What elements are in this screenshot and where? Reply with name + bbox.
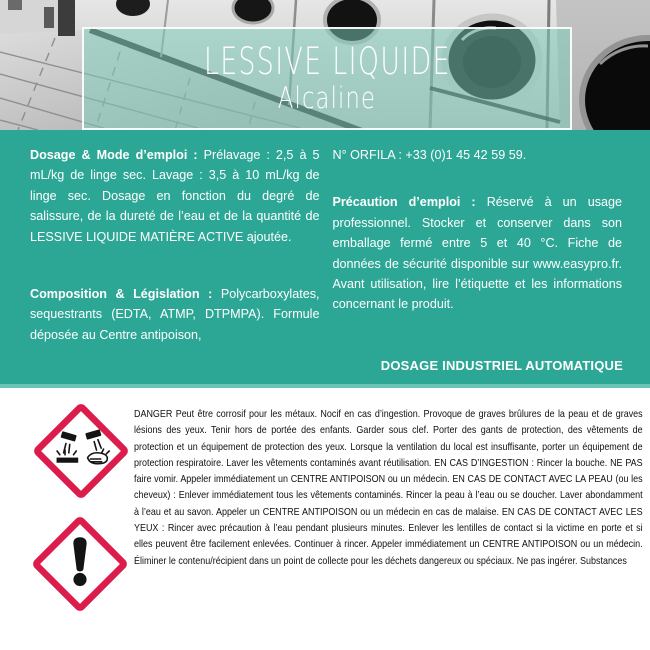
ghs05-corrosive-icon [34, 404, 128, 498]
product-subtitle: Alcaline [277, 81, 377, 116]
info-columns [0, 130, 650, 345]
ghs07-exclamation-icon [33, 517, 127, 611]
orfila-line: N° ORFILA : +33 (0)1 45 42 59 59. [332, 148, 527, 162]
precaution-heading: Précaution d’emploi : [332, 195, 476, 210]
title-box [82, 27, 572, 130]
product-title: LESSIVE LIQUIDE [203, 40, 451, 84]
dosage-paragraph [30, 145, 320, 247]
precaution-paragraph [333, 192, 623, 314]
dosage-badge: DOSAGE INDUSTRIEL AUTOMATIQUE [380, 358, 623, 373]
dosage-body: Prélavage : 2,5 à 5 mL/kg de linge sec. Lavage : 3,5 à 10 mL/kg de linge sec. Dosage en fonction du degré de salissure, de la dureté de l’eau et de la quantité de LESSIVE LIQUIDE MATIÈRE ACTIVE ajoutée. [30, 148, 320, 244]
hazard-statement: DANGER Peut être corrosif pour les métaux. Nocif en cas d’ingestion. Provoque de graves brûlures de la peau et de graves lésions des yeux. Tenir hors de portée des enfants. Garder sous clef. Porter des gants de protection, des vêtements de protection et un équipement de protection des yeux. Lorsque la ventilation du local est insuffisante, porter un équipement de protection respiratoire. Laver les vêtements contaminés avant réutilisation. EN CAS D’INGESTION : Rincer la bouche. NE PAS faire vomir. Appeler immédiatement un CENTRE ANTIPOISON ou un médecin. EN CAS DE CONTACT AVEC LA PEAU (ou les cheveux) : Enlever immédiatement tous les vêtements contaminés. Rincer la peau à l’eau ou se doucher. Laver abondamment à l’eau et au savon. Appeler un CENTRE ANTIPOISON ou un médecin en cas de malaise. EN CAS DE CONTACT AVEC LES YEUX : Rincer avec précaution à l’eau pendant plusieurs minutes. Enlever les lentilles de contact si la victime en porte et si elles peuvent être facilement enlevées. Continuer à rincer. Appeler immédiatement un CENTRE ANTIPOISON ou un médecin. Éliminer le contenu/récipient dans un point de collecte pour les déchets dangereux ou spéciaux. Ne pas ingérer. Substances [134, 409, 643, 567]
composition-heading: Composition & Législation : [30, 287, 213, 302]
precaution-body: Réservé à un usage professionnel. Stocker et conserver dans son emballage fermé entre 5 et 40 °C. Fiche de données de sécurité disponible sur www.easypro.fr. Avant utilisation, lire l’étiquette et les informations concernant le produit. [332, 195, 623, 312]
composition-paragraph [30, 284, 320, 345]
info-section [0, 130, 650, 388]
composition-body: Polycarboxylates, sequestrants (EDTA, ATMP, DTPMPA). Formule déposée au Centre antipoison, [30, 287, 320, 342]
info-column-right [333, 145, 623, 345]
info-column-left [30, 145, 320, 345]
dosage-heading: Dosage & Mode d’emploi : [30, 148, 198, 162]
